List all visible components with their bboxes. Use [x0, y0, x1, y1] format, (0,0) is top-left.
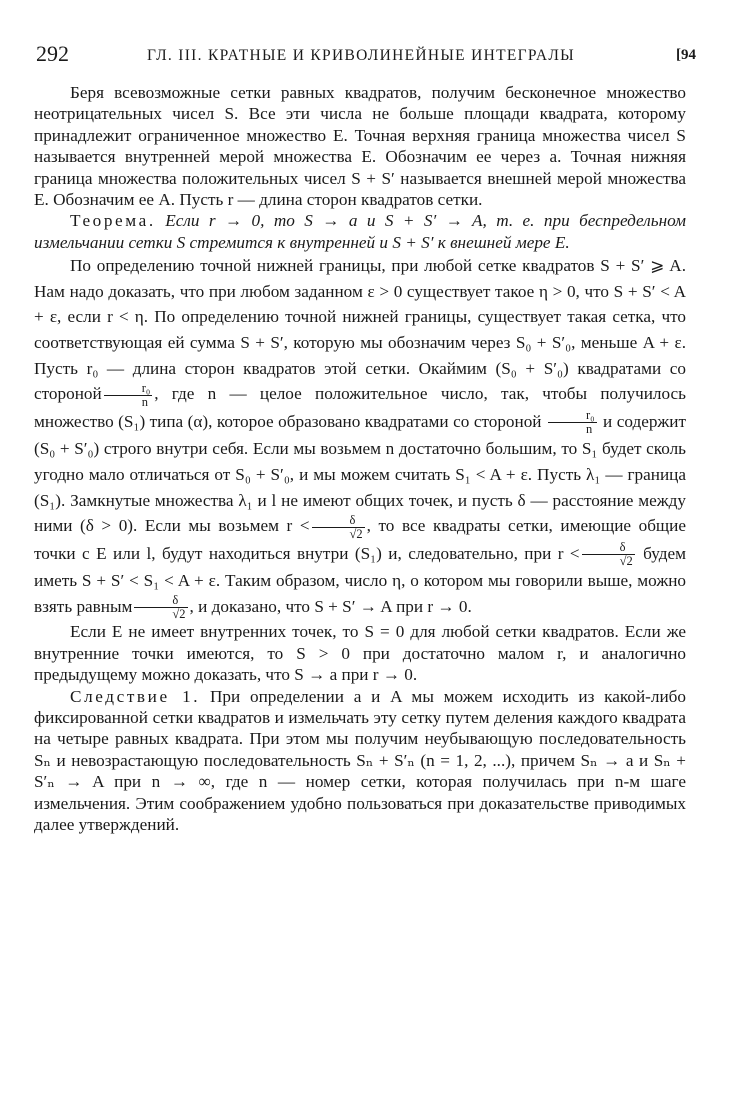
corollary — [34, 686, 686, 836]
fraction-numerator: r₀ — [548, 409, 597, 423]
fraction-numerator: δ — [582, 541, 635, 555]
fraction-denominator: √2 — [172, 607, 186, 622]
fraction-delta-over-sqrt2 — [582, 541, 635, 568]
fraction-denominator: √2 — [349, 526, 363, 541]
theorem-statement: Если r → 0, то S → a и S + S′ → A, т. е. при беспредельном измельчании сетки S стремится к внутренней и S + S′ к внешней мере E. — [34, 211, 687, 252]
fraction-numerator: δ — [134, 594, 187, 608]
proof-text-4: , то все квадраты сетки, имеющие общие точки с E или l, будут находиться внутри (S₁) и, следовательно, при r < — [34, 516, 686, 563]
proof-text-1: По определению точной нижней границы, при любой сетке квадратов S + S′ ⩾ A. Нам надо доказать, что при любом заданном ε > 0 существует такое η > 0, что S + S′ < A + ε, если r < η. По определению точной нижней границы, существует такая сетка, что соответствующая ей сумма S + S′, которую мы обозначим через S₀ + S′₀, меньше A + ε. Пусть r₀ — длина сторон квадратов этой сетки. Окаймим (S₀ + S′₀) квадратами со стороной — [34, 256, 686, 404]
fraction-numerator: r₀ — [104, 382, 153, 396]
section-number: [94 — [676, 47, 696, 63]
proof-text-3: и содержит (S₀ + S′₀) строго внутри себя. Если мы возьмем n достаточно большим, то S₁ будет сколь угодно мало отличаться от S₀ + S′₀, и мы можем считать S₁ < A + ε. Пусть λ₁ — граница (S₁). Замкнутые множества λ₁ и l не имеют общих точек, и пусть δ — расстояние между ними (δ > 0). Если мы возьмем r < — [34, 411, 687, 536]
fraction-denominator: n — [141, 394, 148, 409]
theorem — [34, 210, 686, 253]
fraction-delta-over-sqrt2 — [134, 594, 187, 621]
fraction-r0-over-n — [548, 409, 597, 436]
fraction-r0-over-n — [104, 382, 153, 409]
proof-text-2: , где n — целое положительное число, так, чтобы получилось множество (S₁) типа (α), которое образовано квадратами со стороной — [34, 384, 686, 431]
page-number: 292 — [36, 41, 69, 66]
running-title: ГЛ. III. КРАТНЫЕ И КРИВОЛИНЕЙНЫЕ ИНТЕГРАЛЫ — [147, 47, 575, 64]
theorem-label: Теорема. — [70, 211, 156, 231]
proof-text-6: , и доказано, что S + S′ → A при r → 0. — [189, 596, 472, 616]
page-body — [34, 82, 686, 835]
paragraph-no-interior-points: Если E не имеет внутренних точек, то S = 0 для любой сетки квадратов. Если же внутренние точки имеются, то S > 0 при достаточно малом r, и аналогично предыдущему можно доказать, что S → a при r → 0. — [34, 622, 686, 685]
paragraph-proof — [34, 253, 686, 621]
corollary-text: При определении a и A мы можем исходить из какой-либо фиксированной сетки квадратов и измельчать эту сетку путем деления каждого квадрата на четыре равных квадрата. При этом мы получим неубывающую последовательность Sₙ и невозрастающую последовательность Sₙ + S′ₙ (n = 1, 2, ...), причем Sₙ → a и Sₙ + S′ₙ → A при n → ∞, где n — номер сетки, которая получилась при n-м шаге измельчения. Этим соображением удобно пользоваться при доказательстве приводимых далее утверждений. — [34, 686, 686, 834]
proof-text-5: будем иметь S + S′ < S₁ < A + ε. Таким образом, число η, о котором мы говорили выше, можно взять равным — [34, 543, 686, 616]
corollary-label: Следствие 1. — [70, 686, 201, 706]
paragraph-inner-outer-measure: Беря всевозможные сетки равных квадратов, получим бесконечное множество неотрицательных чисел S. Все эти числа не больше площади квадрата, которому принадлежит ограниченное множество E. Точная верхняя граница множества чисел S называется внутренней мерой множества E. Обозначим ее через a. Точная нижняя граница множества положительных чисел S + S′ называется внешней мерой множества E. Обозначим ее A. Пусть r — длина сторон квадратов сетки. — [34, 83, 686, 210]
running-header — [36, 41, 696, 71]
fraction-numerator: δ — [312, 514, 365, 528]
fraction-delta-over-sqrt2 — [312, 514, 365, 541]
fraction-denominator: √2 — [619, 554, 633, 569]
fraction-denominator: n — [586, 422, 593, 437]
